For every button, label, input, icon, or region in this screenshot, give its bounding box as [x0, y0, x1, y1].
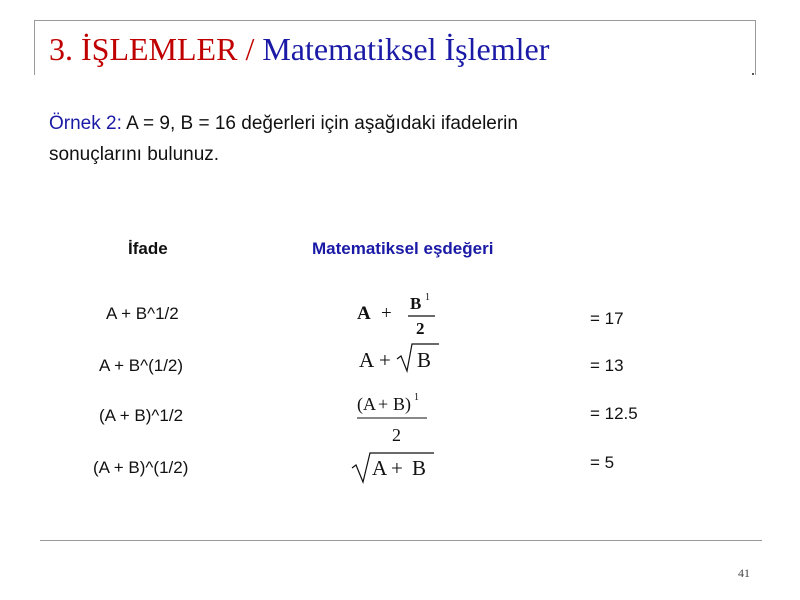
- row-2-result: = 13: [590, 356, 624, 375]
- row-3-result: = 12.5: [590, 404, 638, 423]
- example-text-line2: sonuçlarını bulunuz.: [49, 144, 220, 165]
- row-2-expression: A + B^(1/2): [99, 356, 184, 375]
- svg-text:2: 2: [416, 319, 425, 338]
- svg-text:(A: (A: [357, 394, 376, 414]
- column-header-math: Matematiksel eşdeğeri: [312, 239, 494, 258]
- frame-top-rule: [34, 20, 756, 21]
- svg-text:B: B: [412, 456, 427, 480]
- row-3-expression: (A + B)^1/2: [99, 406, 184, 425]
- title-topic: Matematiksel İşlemler: [262, 31, 550, 67]
- svg-text:+: +: [391, 456, 403, 480]
- row-4-result: = 5: [590, 453, 615, 472]
- svg-text:+: +: [381, 303, 392, 324]
- title-section: 3. İŞLEMLER /: [49, 31, 255, 67]
- svg-text:B: B: [410, 294, 422, 313]
- svg-text:A: A: [357, 303, 371, 324]
- row-2-math-formula: [355, 340, 450, 375]
- svg-text:+: +: [378, 394, 389, 414]
- row-1-expression: A + B^1/2: [106, 304, 179, 323]
- frame-left-rule: [34, 20, 35, 75]
- row-4-math-formula: [350, 446, 445, 486]
- svg-text:A: A: [372, 456, 388, 480]
- row-4-expression: (A + B)^(1/2): [93, 458, 189, 477]
- page-number: 41: [738, 566, 750, 580]
- example-text-line1: A = 9, B = 16 değerleri için aşağıdaki ifadelerin: [126, 113, 518, 134]
- example-intro: [49, 108, 689, 170]
- row-3-math-formula: [355, 388, 450, 448]
- svg-text:B: B: [417, 348, 432, 372]
- svg-text:B): B): [393, 394, 411, 414]
- row-1-result: = 17: [590, 309, 624, 328]
- frame-corner-dot: [752, 73, 754, 75]
- svg-text:2: 2: [392, 425, 401, 445]
- svg-text:+: +: [379, 348, 391, 372]
- svg-text:A: A: [359, 348, 375, 372]
- row-1-math-formula: [355, 286, 450, 341]
- footer-rule: [40, 540, 762, 541]
- svg-text:1: 1: [414, 392, 419, 403]
- slide-title: [49, 31, 549, 68]
- column-header-expression: İfade: [128, 239, 168, 258]
- frame-right-rule: [755, 20, 756, 75]
- example-label: Örnek 2:: [49, 113, 122, 134]
- svg-text:1: 1: [425, 292, 430, 303]
